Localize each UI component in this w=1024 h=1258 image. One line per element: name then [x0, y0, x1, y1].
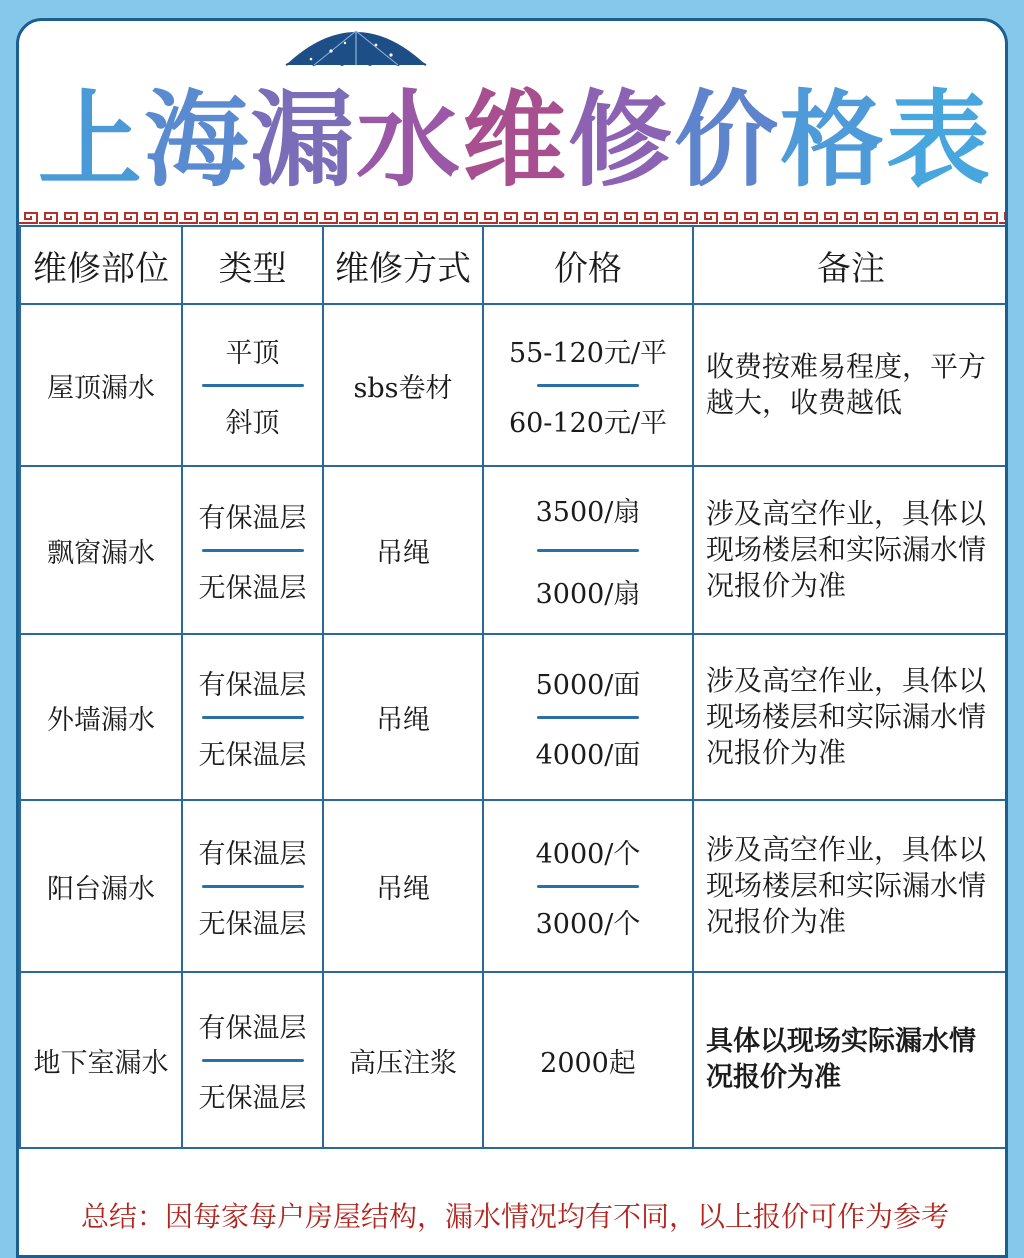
header-part: 维修部位: [20, 226, 182, 304]
type-cell: [182, 634, 323, 800]
divider-line: [537, 885, 639, 888]
type-value: 无保温层: [198, 739, 307, 771]
note-cell: 具体以现场实际漏水情况报价为准: [693, 972, 1008, 1148]
table-row: [20, 466, 1008, 634]
price-cell: 2000起: [483, 972, 693, 1148]
type-value: 有保温层: [198, 1012, 307, 1044]
part-cell: 地下室漏水: [20, 972, 182, 1148]
table-row: [20, 634, 1008, 800]
price-cell: [483, 800, 693, 972]
type-value: 无保温层: [198, 908, 307, 940]
type-value: 有保温层: [198, 838, 307, 870]
price-value: 4000/个: [535, 838, 641, 870]
title-char: 价: [674, 79, 781, 201]
price-table: [19, 225, 1008, 1149]
price-cell: [483, 634, 693, 800]
price-card: [16, 18, 1008, 1258]
type-value: 有保温层: [198, 669, 307, 701]
divider-line: [202, 716, 304, 719]
note-cell: 收费按难易程度，平方越大，收费越低: [693, 304, 1008, 466]
price-value: 4000/面: [535, 739, 641, 771]
header-note: 备注: [693, 226, 1008, 304]
note-cell: 涉及高空作业，具体以现场楼层和实际漏水情况报价为准: [693, 634, 1008, 800]
header-price: 价格: [483, 226, 693, 304]
type-cell: [182, 466, 323, 634]
method-cell: 高压注浆: [323, 972, 483, 1148]
method-cell: 吊绳: [323, 800, 483, 972]
greek-key-border: [19, 211, 1008, 225]
umbrella-icon: [281, 21, 431, 67]
part-cell: 阳台漏水: [20, 800, 182, 972]
title-char: 修: [568, 79, 675, 201]
type-value: 斜顶: [225, 407, 280, 439]
divider-line: [202, 384, 304, 387]
table-row: [20, 972, 1008, 1148]
type-value: 无保温层: [198, 1082, 307, 1114]
title-char: 表: [886, 79, 993, 201]
divider-line: [537, 549, 639, 552]
note-cell: 涉及高空作业，具体以现场楼层和实际漏水情况报价为准: [693, 800, 1008, 972]
title-char: 漏: [249, 79, 356, 201]
table-row: [20, 304, 1008, 466]
price-value: 55-120元/平: [508, 337, 668, 369]
price-cell: [483, 304, 693, 466]
page-title: [19, 65, 1008, 215]
price-value: 60-120元/平: [508, 407, 668, 439]
part-cell: 屋顶漏水: [20, 304, 182, 466]
title-char: 海: [143, 79, 250, 201]
price-value: 3000/扇: [535, 578, 641, 610]
method-cell: sbs卷材: [323, 304, 483, 466]
method-cell: 吊绳: [323, 634, 483, 800]
price-cell: [483, 466, 693, 634]
type-value: 平顶: [225, 337, 280, 369]
type-value: 无保温层: [198, 572, 307, 604]
type-cell: [182, 800, 323, 972]
type-cell: [182, 304, 323, 466]
table-row: [20, 800, 1008, 972]
divider-line: [202, 549, 304, 552]
table-header-row: [20, 226, 1008, 304]
title-char: 格: [780, 79, 887, 201]
type-cell: [182, 972, 323, 1148]
header-method: 维修方式: [323, 226, 483, 304]
price-value: 3500/扇: [535, 496, 641, 528]
divider-line: [202, 885, 304, 888]
method-cell: 吊绳: [323, 466, 483, 634]
header-type: 类型: [182, 226, 323, 304]
title-char: 水: [355, 79, 462, 201]
type-value: 有保温层: [198, 502, 307, 534]
summary-text: 总结：因每家每户房屋结构，漏水情况均有不同，以上报价可作为参考: [80, 1200, 949, 1233]
divider-line: [202, 1059, 304, 1062]
note-cell: 涉及高空作业，具体以现场楼层和实际漏水情况报价为准: [693, 466, 1008, 634]
divider-line: [537, 716, 639, 719]
part-cell: 外墙漏水: [20, 634, 182, 800]
part-cell: 飘窗漏水: [20, 466, 182, 634]
title-char: 维: [461, 79, 568, 201]
divider-line: [537, 384, 639, 387]
price-value: 3000/个: [535, 908, 641, 940]
title-char: 上: [37, 79, 144, 201]
price-value: 5000/面: [535, 669, 641, 701]
